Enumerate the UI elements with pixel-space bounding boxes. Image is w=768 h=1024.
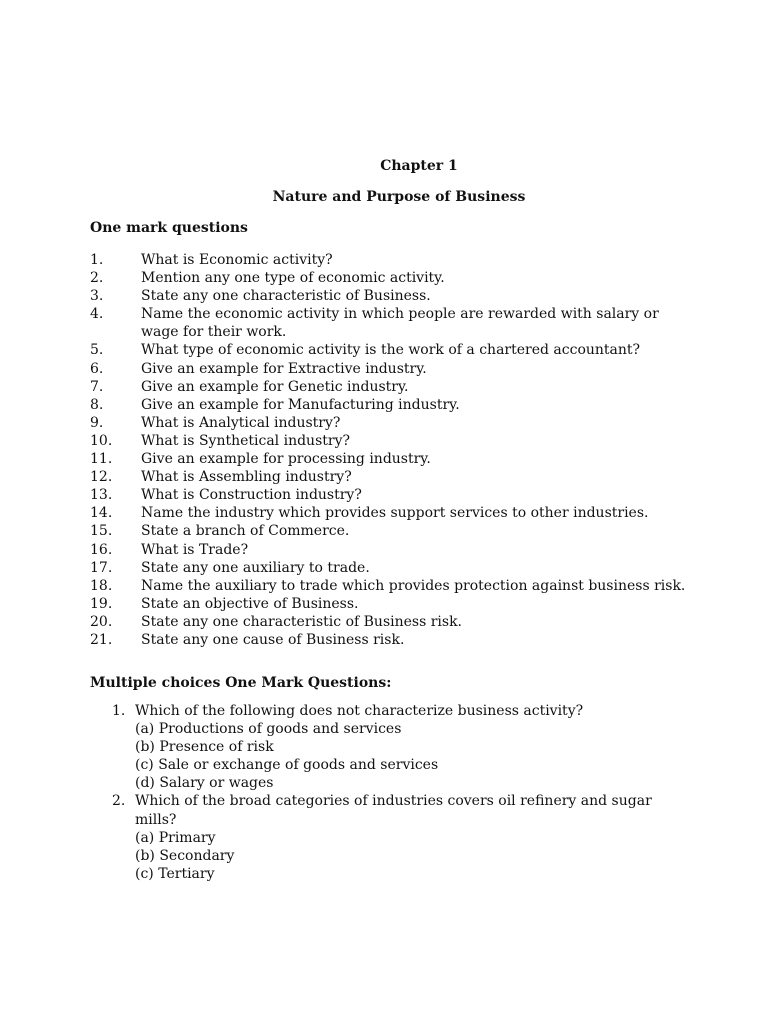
question-number: 10.	[90, 432, 113, 449]
question-text: Name the economic activity in which people are rewarded with salary or wage for their work.	[141, 306, 659, 341]
chapter-subtitle: Nature and Purpose of Business	[272, 189, 526, 205]
question-number: 3.	[90, 288, 104, 305]
section-heading-multiple-choice: Multiple choices One Mark Questions:	[90, 675, 392, 691]
question-item	[90, 613, 690, 631]
question-text: What is Assembling industry?	[141, 469, 352, 486]
question-text: What type of economic activity is the work of a chartered accountant?	[141, 342, 641, 359]
question-number: 20.	[90, 613, 113, 630]
mc-option: (c) Sale or exchange of goods and services	[135, 757, 439, 774]
question-text: What is Analytical industry?	[141, 414, 341, 431]
question-number: 12.	[90, 469, 113, 486]
question-number: 11.	[90, 451, 113, 468]
question-item	[90, 341, 690, 359]
question-item	[90, 541, 690, 559]
question-number: 8.	[90, 396, 104, 413]
question-item	[90, 486, 690, 504]
question-item	[90, 631, 690, 649]
mc-option-list	[112, 829, 692, 883]
mc-option: (d) Salary or wages	[135, 775, 274, 792]
question-number: 19.	[90, 595, 113, 612]
question-number: 5.	[90, 342, 104, 359]
mc-question-number: 1.	[112, 703, 126, 719]
question-number: 16.	[90, 541, 113, 558]
question-item	[90, 360, 690, 378]
question-text: Give an example for Extractive industry.	[141, 360, 427, 377]
question-text: State any one characteristic of Business.	[141, 288, 431, 305]
question-number: 9.	[90, 414, 104, 431]
question-item	[90, 450, 690, 468]
question-item	[90, 414, 690, 432]
mc-option-list	[112, 720, 692, 792]
question-text: What is Construction industry?	[141, 487, 362, 504]
mc-option: (b) Presence of risk	[135, 739, 274, 756]
question-number: 7.	[90, 378, 104, 395]
one-mark-question-list	[90, 251, 690, 649]
mc-option: (a) Productions of goods and services	[135, 721, 402, 738]
mc-option: (c) Tertiary	[135, 865, 215, 882]
section-heading-one-mark: One mark questions	[90, 220, 248, 236]
question-text: Give an example for processing industry.	[141, 451, 431, 468]
question-item	[90, 432, 690, 450]
question-item	[90, 378, 690, 396]
question-text: State an objective of Business.	[141, 595, 359, 612]
question-item	[90, 305, 690, 341]
question-item	[90, 287, 690, 305]
question-number: 21.	[90, 631, 113, 648]
question-text: Give an example for Manufacturing industry.	[141, 396, 460, 413]
question-text: State any one characteristic of Business risk.	[141, 613, 463, 630]
question-number: 4.	[90, 306, 104, 323]
multiple-choice-question-list	[112, 702, 692, 883]
question-item	[90, 468, 690, 486]
question-item	[90, 504, 690, 522]
question-text: State any one auxiliary to trade.	[141, 559, 370, 576]
question-number: 1.	[90, 252, 104, 268]
mc-question-text: Which of the broad categories of industries covers oil refinery and sugar mills?	[135, 793, 652, 828]
mc-question-row	[112, 792, 692, 828]
question-text: Mention any one type of economic activity.	[141, 270, 445, 287]
question-text: Name the industry which provides support services to other industries.	[141, 505, 649, 522]
question-number: 13.	[90, 487, 113, 504]
question-item	[90, 251, 690, 269]
question-number: 17.	[90, 559, 113, 576]
question-text: Give an example for Genetic industry.	[141, 378, 409, 395]
mc-option: (a) Primary	[135, 829, 216, 846]
mc-question-row	[112, 702, 692, 720]
question-text: What is Synthetical industry?	[141, 432, 350, 449]
question-item	[90, 595, 690, 613]
question-text: State any one cause of Business risk.	[141, 631, 405, 648]
question-number: 18.	[90, 577, 113, 594]
question-text: Name the auxiliary to trade which provides protection against business risk.	[141, 577, 686, 594]
mc-question-item	[112, 792, 692, 882]
question-item	[90, 522, 690, 540]
question-item	[90, 577, 690, 595]
question-number: 14.	[90, 505, 113, 522]
question-item	[90, 396, 690, 414]
chapter-title: Chapter 1	[380, 158, 458, 174]
question-text: What is Trade?	[141, 541, 249, 558]
mc-option: (b) Secondary	[135, 847, 235, 864]
question-text: State a branch of Commerce.	[141, 523, 350, 540]
mc-question-number: 2.	[112, 793, 126, 810]
question-text: What is Economic activity?	[141, 252, 333, 268]
question-item	[90, 559, 690, 577]
mc-question-text: Which of the following does not characterize business activity?	[135, 703, 584, 719]
question-number: 6.	[90, 360, 104, 377]
question-number: 2.	[90, 270, 104, 287]
question-item	[90, 269, 690, 287]
question-number: 15.	[90, 523, 113, 540]
mc-question-item	[112, 702, 692, 792]
